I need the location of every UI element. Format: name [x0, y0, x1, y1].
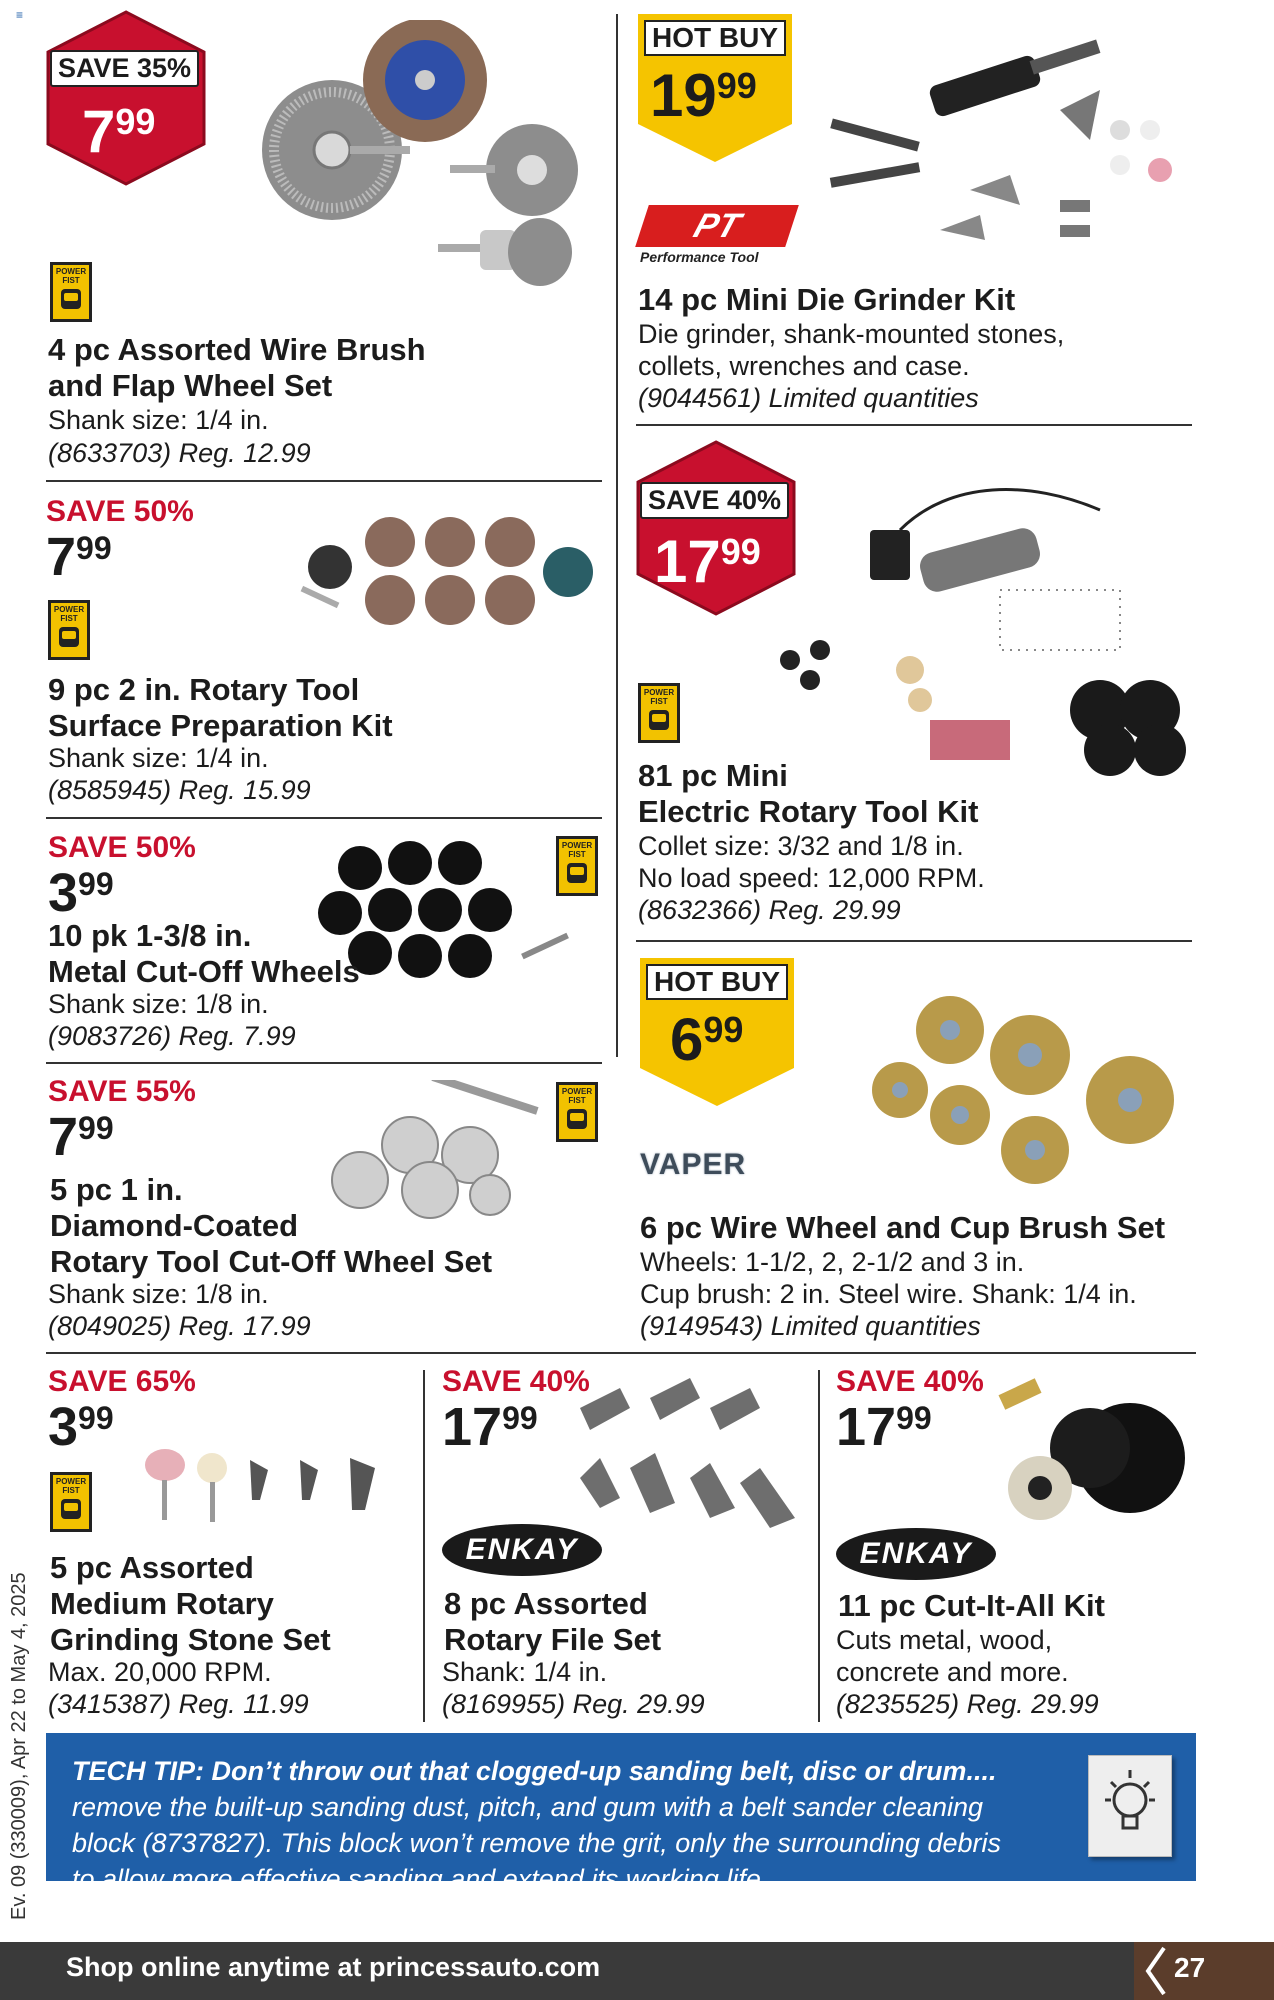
price: 399 — [48, 1397, 114, 1457]
enkay-logo: ENKAY — [836, 1528, 996, 1580]
vaper-logo: VAPER — [640, 1148, 747, 1181]
save-label: SAVE 50% — [48, 831, 196, 864]
footer-bar — [0, 1942, 1274, 2000]
product-title: 11 pc Cut-It-All Kit — [838, 1588, 1105, 1623]
product-sku-note: (9044561) Limited quantities — [638, 383, 979, 413]
price: 699 — [670, 1006, 744, 1073]
fist-icon — [61, 1499, 81, 1519]
die-grinder-product-image — [820, 30, 1190, 250]
tech-tip-line: block (8737827). This block won’t remove the grit, only the surrounding debris — [72, 1828, 1001, 1858]
save-badge — [44, 10, 208, 186]
save-label: SAVE 40% — [442, 1365, 590, 1398]
product-sku-price: (8169955) Reg. 29.99 — [442, 1689, 705, 1719]
product-title: Metal Cut-Off Wheels — [48, 954, 360, 989]
product-title: 4 pc Assorted Wire Brush — [48, 332, 426, 367]
divider-bottom-row — [46, 1352, 1196, 1354]
tech-tip-line: to allow more effective sanding and extend its working life. — [72, 1864, 769, 1894]
price: 1799 — [654, 528, 761, 595]
fist-icon — [59, 627, 79, 647]
fist-icon — [567, 863, 587, 883]
rotary-file-product-image — [560, 1368, 810, 1538]
product-title: 8 pc Assorted — [444, 1586, 648, 1621]
power-fist-logo: POWER FIST — [556, 836, 598, 896]
cup-brush-product-image — [860, 975, 1190, 1185]
product-title: Diamond-Coated — [50, 1208, 298, 1243]
product-desc: Cuts metal, wood, — [836, 1625, 1053, 1655]
product-sku-note: (9149543) Limited quantities — [640, 1311, 981, 1341]
tech-tip-panel — [46, 1733, 1196, 1894]
product-sku-price: (3415387) Reg. 11.99 — [48, 1689, 309, 1719]
product-title: Surface Preparation Kit — [48, 708, 393, 743]
power-fist-logo: POWER FIST — [556, 1082, 598, 1142]
save-label: SAVE 55% — [48, 1075, 196, 1108]
product-desc: Shank: 1/4 in. — [442, 1657, 608, 1687]
product-title: 14 pc Mini Die Grinder Kit — [638, 282, 1016, 317]
product-sku-price: (9083726) Reg. 7.99 — [48, 1021, 296, 1051]
save-badge-label: SAVE 35% — [50, 50, 199, 87]
tech-tip-line: remove the built-up sanding dust, pitch, and gum with a belt sander cleaning — [72, 1792, 984, 1822]
footer-shop-online[interactable]: Shop online anytime at princessauto.com — [66, 1952, 601, 1982]
diamond-wheel-product-image — [320, 1080, 550, 1220]
divider-right-1 — [636, 424, 1192, 426]
performance-tool-logo — [638, 205, 798, 267]
fist-icon — [61, 289, 81, 309]
chevron-left-icon — [1140, 1942, 1170, 2000]
product-desc: No load speed: 12,000 RPM. — [638, 863, 985, 893]
surface-prep-product-image — [290, 512, 600, 642]
save-label: SAVE 40% — [836, 1365, 984, 1398]
price: 799 — [82, 98, 156, 165]
product-sku-price: (8632366) Reg. 29.99 — [638, 895, 901, 925]
product-desc: Collet size: 3/32 and 1/8 in. — [638, 831, 964, 861]
product-title: Electric Rotary Tool Kit — [638, 794, 979, 829]
pt-logo-mark: PT — [635, 205, 799, 247]
product-title: 5 pc 1 in. — [50, 1172, 183, 1207]
side-event-text: Ev. 09 (330009), Apr 22 to May 4, 2025 — [8, 1572, 30, 1920]
wire-brush-product-image — [250, 20, 590, 310]
price: 799 — [48, 1107, 114, 1167]
power-fist-logo: POWER FIST — [638, 683, 680, 743]
lightbulb-icon — [1088, 1755, 1172, 1857]
save-label: SAVE 65% — [48, 1365, 196, 1398]
product-title: and Flap Wheel Set — [48, 368, 333, 403]
product-desc: concrete and more. — [836, 1657, 1069, 1687]
power-fist-logo: POWER FIST — [50, 262, 92, 322]
divider-right-2 — [636, 940, 1192, 942]
hot-buy-label: HOT BUY — [644, 20, 786, 56]
product-title: 9 pc 2 in. Rotary Tool — [48, 672, 360, 707]
save-badge-label: SAVE 40% — [640, 482, 789, 519]
product-desc: Shank size: 1/8 in. — [48, 1279, 269, 1309]
price: 799 — [46, 527, 112, 587]
pt-logo-sub: Performance Tool — [640, 249, 759, 265]
rotary-kit-product-image — [770, 470, 1194, 790]
product-title: 6 pc Wire Wheel and Cup Brush Set — [640, 1210, 1166, 1245]
price: 399 — [48, 863, 114, 923]
fist-icon — [567, 1109, 587, 1129]
product-title: Grinding Stone Set — [50, 1622, 331, 1657]
hot-buy-label: HOT BUY — [646, 964, 788, 1000]
fist-icon — [649, 710, 669, 730]
tech-tip-line: TECH TIP: Don’t throw out that clogged-up sanding belt, disc or drum.... — [72, 1756, 997, 1786]
divider-bottom-v2 — [818, 1370, 820, 1722]
power-fist-logo: POWER FIST — [50, 1472, 92, 1532]
product-desc: collets, wrenches and case. — [638, 351, 970, 381]
product-desc: Shank size: 1/4 in. — [48, 743, 269, 773]
product-sku-price: (8585945) Reg. 15.99 — [48, 775, 311, 805]
power-fist-logo: POWER FIST — [48, 600, 90, 660]
product-title: 5 pc Assorted — [50, 1550, 254, 1585]
divider-vertical-top — [616, 14, 618, 1057]
divider-bottom-v1 — [423, 1370, 425, 1722]
corner-mark: ≡ — [16, 8, 24, 22]
product-sku-price: (8235525) Reg. 29.99 — [836, 1689, 1099, 1719]
product-desc: Max. 20,000 RPM. — [48, 1657, 272, 1687]
cut-it-all-product-image — [980, 1378, 1200, 1538]
price: 1799 — [442, 1397, 538, 1457]
product-desc: Wheels: 1-1/2, 2, 2-1/2 and 3 in. — [640, 1247, 1025, 1277]
tech-tip-text — [72, 1753, 1082, 1897]
product-title: 81 pc Mini — [638, 758, 788, 793]
product-desc: Shank size: 1/4 in. — [48, 405, 269, 435]
hot-buy-badge — [640, 958, 794, 1108]
price: 1799 — [836, 1397, 932, 1457]
page-number: 27 — [1174, 1952, 1206, 1983]
hot-buy-badge — [638, 14, 792, 164]
price: 1999 — [650, 62, 757, 129]
product-sku-price: (8633703) Reg. 12.99 — [48, 438, 311, 468]
product-sku-price: (8049025) Reg. 17.99 — [48, 1311, 311, 1341]
product-desc: Shank size: 1/8 in. — [48, 989, 269, 1019]
divider-left-1 — [46, 480, 602, 482]
product-title: Medium Rotary — [50, 1586, 274, 1621]
product-desc: Die grinder, shank-mounted stones, — [638, 319, 1065, 349]
grinding-stone-product-image — [140, 1440, 410, 1540]
product-title: 10 pk 1-3/8 in. — [48, 918, 252, 953]
save-label: SAVE 50% — [46, 495, 194, 528]
divider-left-2 — [46, 817, 602, 819]
product-title: Rotary File Set — [444, 1622, 662, 1657]
page-number-tab — [1134, 1942, 1274, 2000]
enkay-logo: ENKAY — [442, 1524, 602, 1576]
product-title: Rotary Tool Cut-Off Wheel Set — [50, 1244, 493, 1279]
product-desc: Cup brush: 2 in. Steel wire. Shank: 1/4 in. — [640, 1279, 1137, 1309]
divider-left-3 — [46, 1062, 602, 1064]
